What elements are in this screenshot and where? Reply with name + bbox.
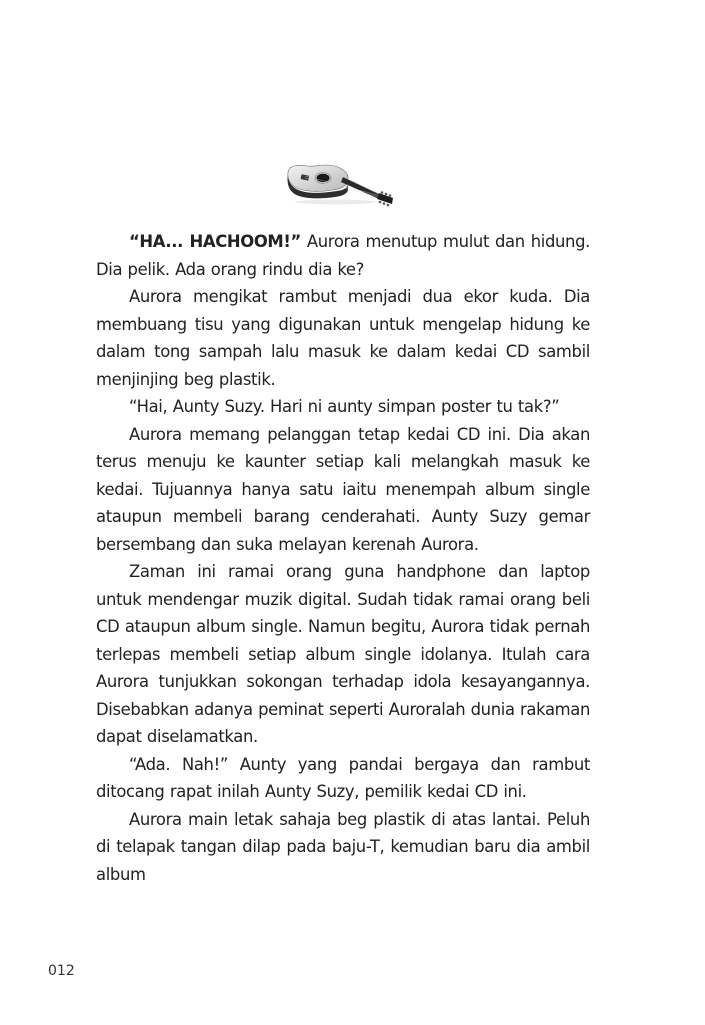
paragraph [96,283,590,393]
paragraph-text: Aurora memang pelanggan tetap kedai CD ini. Dia akan terus menuju ke kaunter setiap kali melangkah masuk ke kedai. Tujuannya hanya satu iaitu menempah album single ataupun membeli barang cenderahati. Aunty Suzy gemar bersembang dan suka melayan kerenah Aurora. [96,424,590,554]
paragraph-text: “Ada. Nah!” Aunty yang pandai bergaya dan rambut ditocang rapat inilah Aunty Suzy, pemilik kedai CD ini. [96,754,590,801]
paragraph [96,393,590,421]
page-number: 012 [48,963,75,979]
paragraph-text: Aurora menutup mulut dan hidung. Dia pelik. Ada orang rindu dia ke? [96,232,591,279]
paragraph-text: Aurora mengikat rambut menjadi dua ekor kuda. Dia membuang tisu yang digunakan untuk mengelap hidung ke dalam tong sampah lalu masuk ke dalam kedai CD sambil menjinjing beg plastik. [96,287,590,389]
paragraph [96,421,590,559]
paragraph [96,228,590,283]
paragraph [96,806,590,889]
paragraph-text: Aurora main letak sahaja beg plastik di atas lantai. Peluh di telapak tangan dilap pada baju-T, kemudian baru dia ambil album [96,809,590,884]
guitar-icon [285,158,397,208]
story-text [96,228,590,888]
exclamation-bold: “HA... HACHOOM!” [129,232,301,251]
paragraph-text: “Hai, Aunty Suzy. Hari ni aunty simpan poster tu tak?” [129,397,560,416]
paragraph [96,558,590,751]
paragraph-text: Zaman ini ramai orang guna handphone dan laptop untuk mendengar muzik digital. Sudah tidak ramai orang beli CD ataupun album single. Namun begitu, Aurora tidak pernah terlepas membeli setiap album single idolanya. Itulah cara Aurora tunjukkan sokongan terhadap idola kesayangannya. Disebabkan adanya peminat seperti Auroralah dunia rakaman dapat diselamatkan. [96,562,590,746]
paragraph [96,751,590,806]
